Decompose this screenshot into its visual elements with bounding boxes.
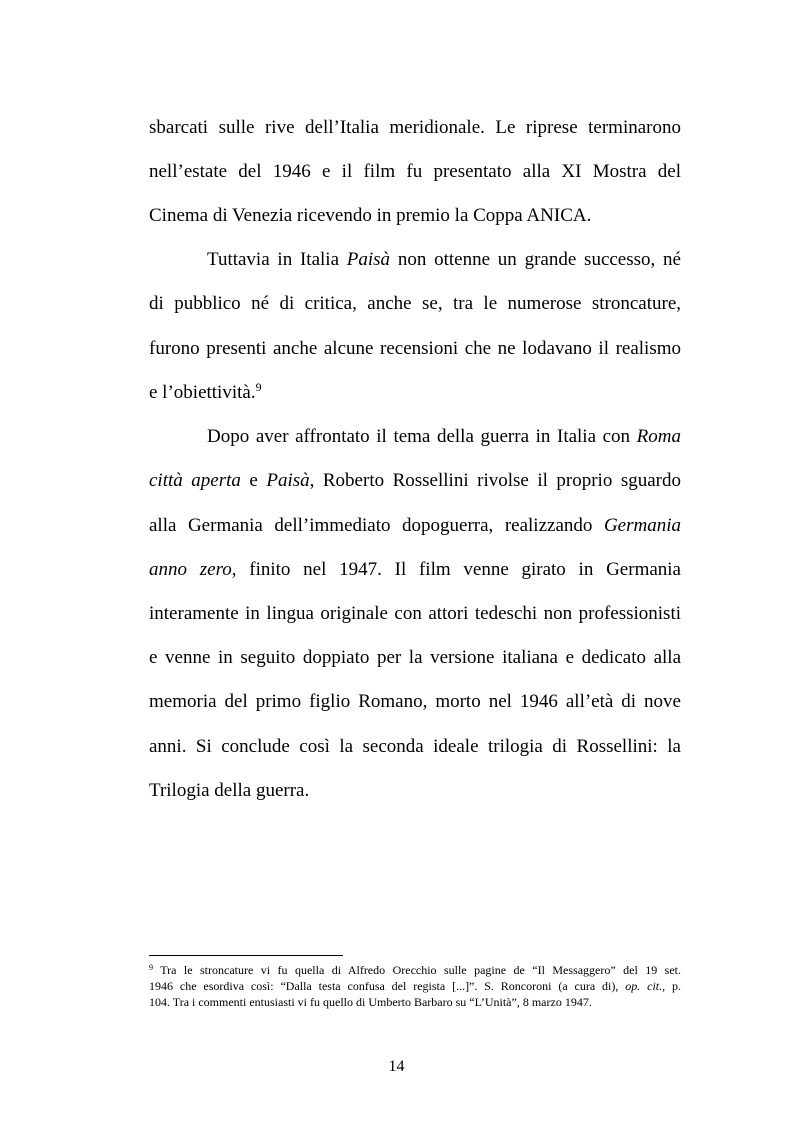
footnote-line: 104. Tra i commenti entusiasti vi fu quello di Umberto Barbaro su “L’Unità”, 8 marzo 1947. bbox=[149, 995, 592, 1009]
body-line: e l’obiettività.$^9$ bbox=[149, 380, 262, 403]
body-line: anno zero, finito nel 1947. Il film venne girato in Germania bbox=[149, 559, 681, 580]
body-line: alla Germania dell’immediato dopoguerra, realizzando Germania bbox=[149, 515, 681, 536]
page-number: 14 bbox=[388, 1058, 405, 1075]
body-line: Dopo aver affrontato il tema della guerra in Italia con Roma bbox=[207, 426, 681, 447]
body-line: e venne in seguito doppiato per la versione italiana e dedicato alla bbox=[149, 647, 681, 668]
body-line: nell’estate del 1946 e il film fu presentato alla XI Mostra del bbox=[149, 161, 681, 182]
body-line: anni. Si conclude così la seconda ideale trilogia di Rossellini: la bbox=[149, 736, 681, 757]
body-line: interamente in lingua originale con attori tedeschi non professionisti bbox=[149, 603, 681, 624]
body-line: Trilogia della guerra. bbox=[149, 780, 310, 801]
body-line: sbarcati sulle rive dell’Italia meridionale. Le riprese terminarono bbox=[149, 117, 681, 138]
body-line: città aperta e Paisà, Roberto Rossellini rivolse il proprio sguardo bbox=[149, 470, 681, 491]
body-line: memoria del primo figlio Romano, morto nel 1946 all’età di nove bbox=[149, 691, 681, 712]
footnote-line: 1946 che esordiva così: “Dalla testa confusa del regista [...]”. S. Roncoroni (a cura di), op. cit., p. bbox=[149, 979, 681, 993]
footnote-reference: 9 bbox=[255, 380, 262, 394]
body-line: Cinema di Venezia ricevendo in premio la Coppa ANICA. bbox=[149, 205, 592, 226]
footnote-number: 9 bbox=[149, 963, 153, 972]
footnote-separator bbox=[149, 955, 343, 956]
footnote-line: $^9$ Tra le stroncature vi fu quella di Alfredo Orecchio sulle pagine de “Il Messaggero” del 19 set. bbox=[149, 963, 681, 977]
body-line: Tuttavia in Italia Paisà non ottenne un grande successo, né bbox=[207, 249, 681, 270]
body-line: furono presenti anche alcune recensioni che ne lodavano il realismo bbox=[149, 338, 681, 359]
body-line: di pubblico né di critica, anche se, tra le numerose stroncature, bbox=[149, 293, 681, 314]
